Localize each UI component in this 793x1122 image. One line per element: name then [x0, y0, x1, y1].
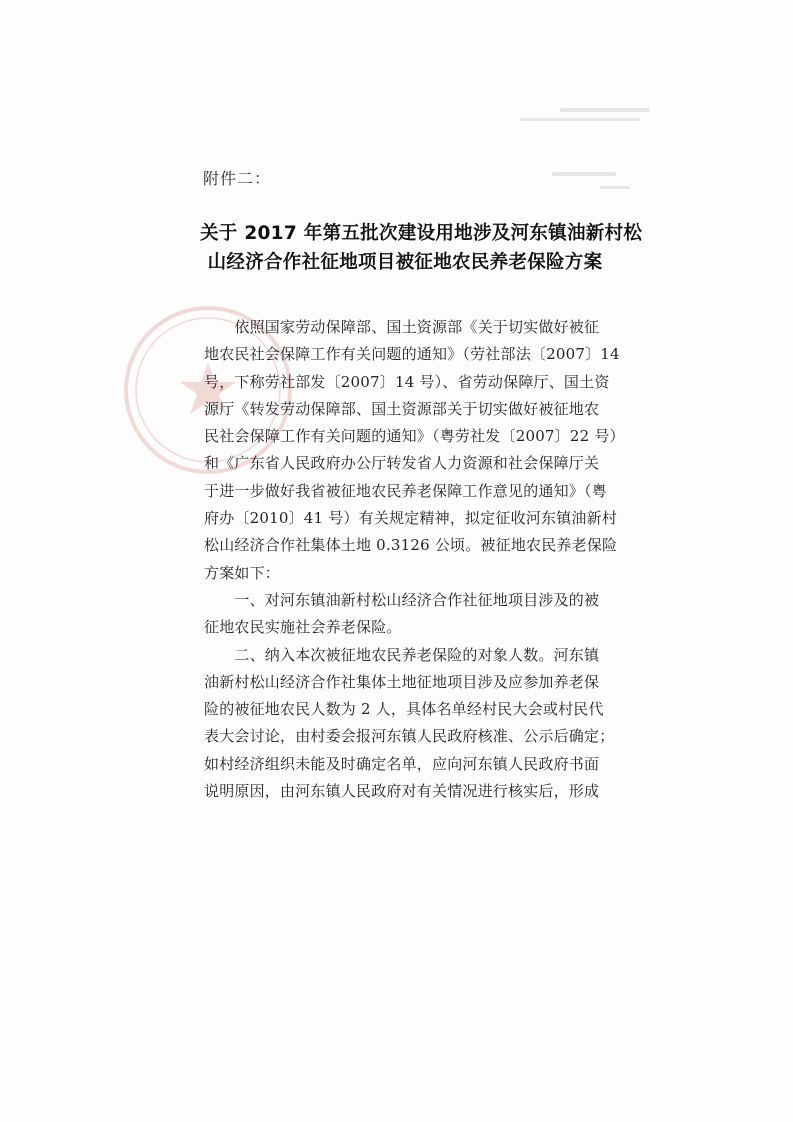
document-body [204, 314, 625, 805]
body-line: 征地农民实施社会养老保险。 [204, 618, 402, 637]
title-line: 关于 2017 年第五批次建设用地涉及河东镇油新村松 [200, 223, 643, 244]
body-line: 府办〔2010〕41 号）有关规定精神，拟定征收河东镇油新村 [204, 509, 618, 528]
body-line: 说明原因，由河东镇人民政府对有关情况进行核实后，形成 [204, 782, 600, 801]
attachment-label: 附件二： [203, 169, 272, 188]
body-line: 和《广东省人民政府办公厅转发省人力资源和社会保障厅关 [204, 454, 600, 473]
body-line: 依照国家劳动保障部、国土资源部《关于切实做好被征 [204, 318, 600, 336]
body-line: 二、纳入本次被征地农民养老保险的对象人数。河东镇 [204, 645, 600, 664]
body-line: 松山经济合作社集体土地 0.3126 公顷。被征地农民养老保险 [204, 536, 618, 555]
body-line: 方案如下： [204, 563, 281, 582]
document-title [200, 219, 643, 277]
title-line: 山经济合作社征地项目被征地农民养老保险方案 [207, 252, 603, 273]
body-line: 号，下称劳社部发〔2007〕14 号）、省劳动保障厅、国土资 [204, 372, 610, 391]
body-line: 表大会讨论，由村委会报河东镇人民政府核准、公示后确定； [204, 727, 615, 746]
body-line: 油新村松山经济合作社集体土地征地项目涉及应参加养老保 [204, 672, 600, 691]
body-line: 一、对河东镇油新村松山经济合作社征地项目涉及的被 [204, 590, 600, 609]
body-line: 如村经济组织未能及时确定名单，应向河东镇人民政府书面 [204, 754, 600, 773]
body-line: 地农民社会保障工作有关问题的通知》（劳社部法〔2007〕14 [204, 345, 620, 364]
body-line: 险的被征地农民人数为 2 人，具体名单经村民大会或村民代 [204, 700, 604, 719]
body-line: 民社会保障工作有关问题的通知》（粤劳社发〔2007〕22 号） [204, 427, 625, 446]
body-line: 于进一步做好我省被征地农民养老保障工作意见的通知》（粤 [204, 481, 607, 500]
body-line: 源厅《转发劳动保障部、国土资源部关于切实做好被征地农 [204, 399, 600, 418]
